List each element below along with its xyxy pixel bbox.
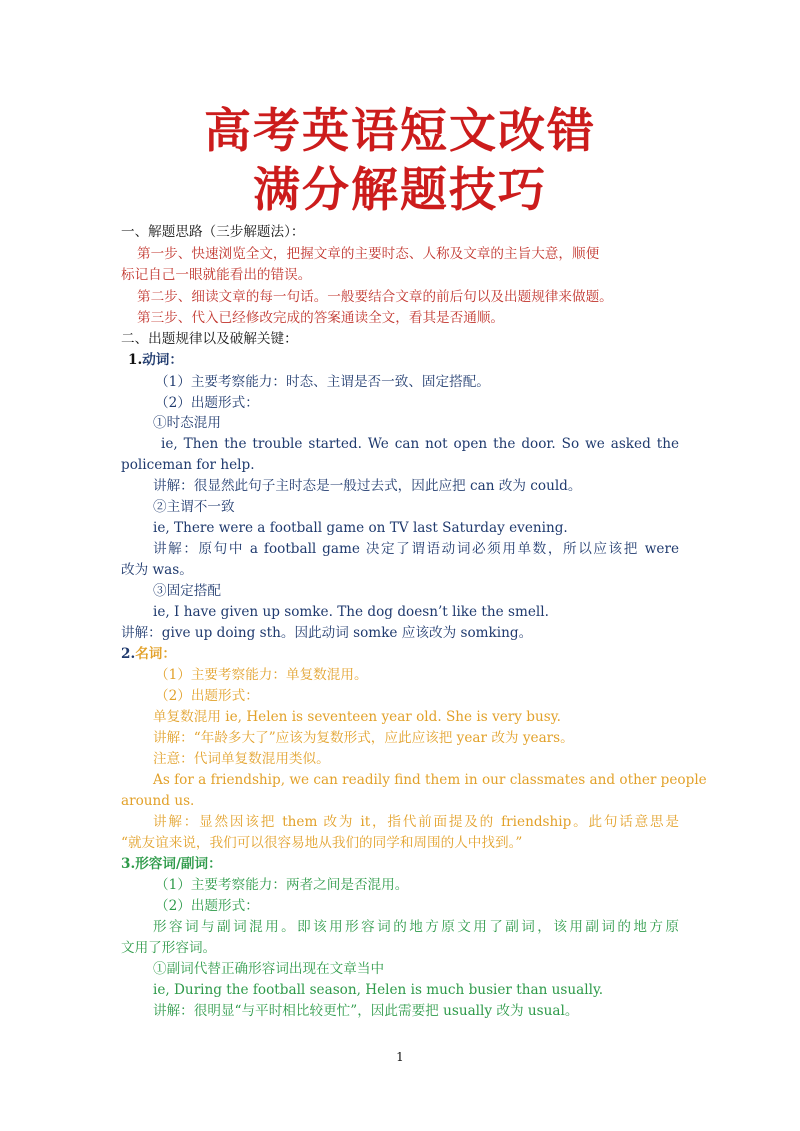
noun-example-2-line-b: around us. — [121, 793, 195, 809]
title-line-2: 满分解题技巧 — [253, 163, 547, 218]
verb-example-1-line-b: policeman for help. — [121, 457, 255, 473]
section2-heading: 二、出题规律以及破解关键： — [121, 331, 298, 347]
step2-line: 第二步、细读文章的每一句话。一般要结合文章的前后句以及出题规律来做题。 — [137, 289, 613, 305]
step1-line-a: 第一步、快速浏览全文，把握文章的主要时态、人称及文章的主旨大意，顺便 — [137, 246, 600, 262]
verb-example-3: ie, I have given up somke. The dog doesn’t like the smell. — [153, 604, 549, 620]
verb-heading — [128, 351, 686, 369]
noun-ability: （1）主要考察能力：单复数混用。 — [155, 667, 368, 683]
adj-form: （2）出题形式： — [155, 898, 259, 914]
noun-heading-number: 2. — [121, 646, 136, 662]
verb-example-2: ie, There were a football game on TV last Saturday evening. — [153, 520, 568, 536]
page-number: 1 — [396, 1050, 404, 1064]
verb-heading-number: 1. — [128, 352, 143, 368]
verb-ability: （1）主要考察能力：时态、主谓是否一致、固定搭配。 — [155, 374, 490, 390]
adj-heading: 3.形容词/副词： — [121, 856, 222, 872]
noun-explanation-1: 讲解：“年龄多大了”应该为复数形式，应此应该把 year 改为 years。 — [153, 730, 574, 746]
adj-item-1: ①副词代替正确形容词出现在文章当中 — [153, 961, 385, 977]
verb-example-1-line-a: ie, Then the trouble started. We can not open the door. So we asked the — [161, 436, 679, 452]
verb-item-1: ①时态混用 — [153, 415, 221, 431]
noun-example-2-line-a: As for a friendship, we can readily find them in our classmates and other people — [153, 772, 707, 788]
noun-heading — [121, 645, 679, 663]
verb-item-3: ③固定搭配 — [153, 583, 221, 599]
step1-line-b: 标记自己一眼就能看出的错误。 — [121, 267, 312, 283]
title-line-1: 高考英语短文改错 — [204, 104, 596, 159]
verb-form: （2）出题形式： — [155, 395, 259, 411]
adj-description-line-a: 形容词与副词混用。即该用形容词的地方原文用了副词，该用副词的地方原 — [153, 919, 679, 935]
noun-form: （2）出题形式： — [155, 688, 259, 704]
noun-example-1: 单复数混用 ie, Helen is seventeen year old. She is very busy. — [153, 709, 561, 725]
adj-description-line-b: 文用了形容词。 — [121, 940, 217, 956]
step3-line: 第三步、代入已经修改完成的答案通读全文，看其是否通顺。 — [137, 310, 505, 326]
noun-explanation-2-line-b: “就友谊来说，我们可以很容易地从我们的同学和周围的人中找到。” — [121, 835, 523, 851]
verb-explanation-2-line-b: 改为 was。 — [121, 562, 193, 578]
noun-heading-text: 名词： — [135, 646, 176, 662]
verb-heading-text: 动词： — [142, 352, 183, 368]
section1-heading: 一、解题思路（三步解题法）： — [121, 224, 305, 240]
noun-explanation-2-line-a: 讲解：显然因该把 them 改为 it，指代前面提及的 friendship。此句话意思是 — [153, 814, 679, 830]
adj-example-1: ie, During the football season, Helen is much busier than usually. — [153, 982, 604, 998]
verb-item-2: ②主谓不一致 — [153, 499, 235, 515]
verb-explanation-1: 讲解：很显然此句子主时态是一般过去式，因此应把 can 改为 could。 — [153, 478, 582, 494]
adj-explanation-1: 讲解：很明显“与平时相比较更忙”，因此需要把 usually 改为 usual。 — [153, 1003, 579, 1019]
verb-explanation-3: 讲解：give up doing sth。因此动词 somke 应该改为 somking。 — [121, 625, 533, 641]
adj-ability: （1）主要考察能力：两者之间是否混用。 — [155, 877, 409, 893]
noun-note: 注意：代词单复数混用类似。 — [153, 751, 330, 767]
verb-explanation-2-line-a: 讲解：原句中 a football game 决定了谓语动词必须用单数，所以应该把 were — [153, 541, 679, 557]
